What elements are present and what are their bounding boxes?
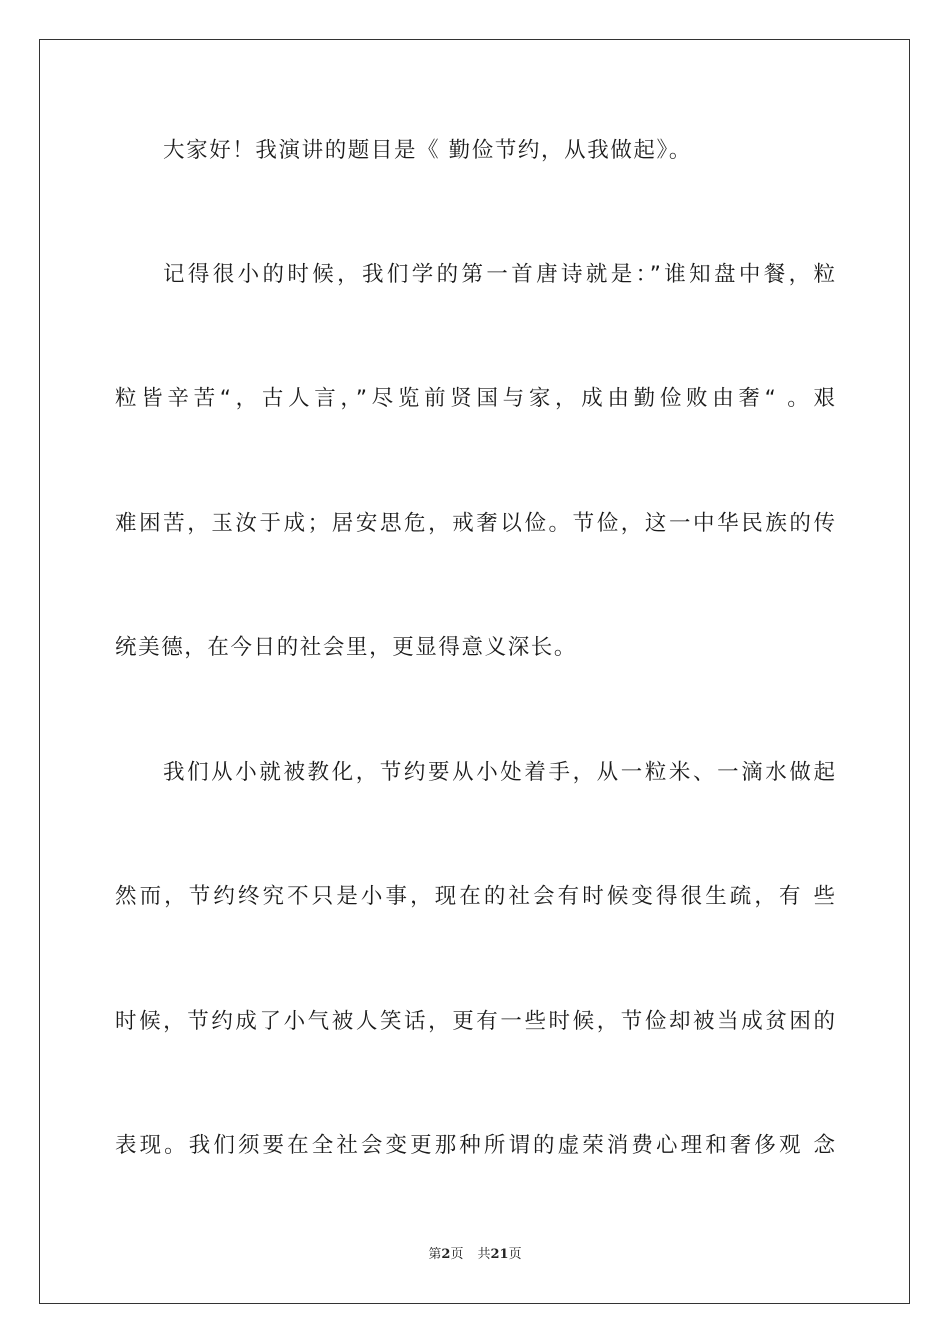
total-prefix: 共 (477, 1247, 491, 1262)
total-pages: 21 (490, 1247, 509, 1262)
text-line: 表现。我们须要在全社会变更那种所谓的虚荣消费心理和奢侈观 念 (115, 1133, 835, 1158)
page-number: 2 (441, 1247, 451, 1262)
page-border (39, 39, 910, 1304)
text-line: 粒皆辛苦“，古人言，”尽览前贤国与家，成由勤俭败由奢“ 。艰 (115, 386, 835, 411)
text-line: 时候，节约成了小气被人笑话，更有一些时候，节俭却被当成贫困的 (115, 1009, 835, 1034)
text-line: 然而，节约终究不只是小事，现在的社会有时候变得很生疏，有 些 (115, 884, 835, 909)
page-prefix: 第 (428, 1247, 442, 1262)
total-suffix: 页 (508, 1247, 522, 1262)
text-line: 难困苦，玉汝于成；居安思危，戒奢以俭。节俭，这一中华民族的传 (115, 511, 835, 536)
text-line: 大家好！我演讲的题目是《 勤俭节约，从我做起》。 (163, 138, 692, 163)
text-line: 记得很小的时候，我们学的第一首唐诗就是：”谁知盘中餐，粒 (163, 262, 835, 287)
page-suffix: 页 (450, 1247, 464, 1262)
page-footer (0, 1246, 950, 1264)
text-line: 统美德，在今日的社会里，更显得意义深长。 (115, 635, 578, 660)
text-line: 我们从小就被教化，节约要从小处着手，从一粒米、一滴水做起 (163, 760, 835, 785)
